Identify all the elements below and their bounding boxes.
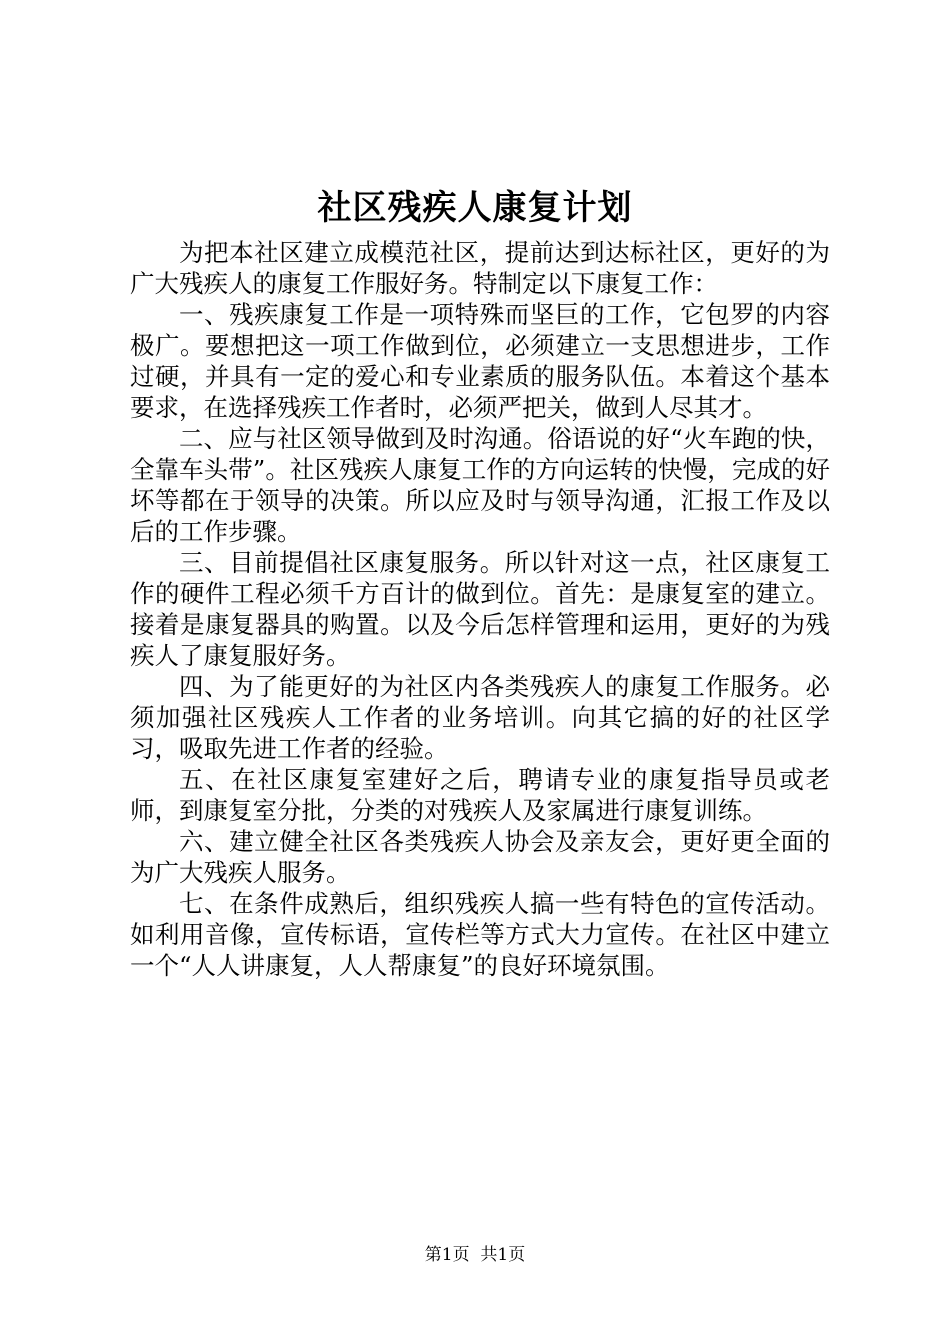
paragraph-item-2: 二、应与社区领导做到及时沟通。俗语说的好“火车跑的快，全靠车头带”。社区残疾人康复工作的方向运转的快慢，完成的好坏等都在于领导的决策。所以应及时与领导沟通，汇报工作及以后的工作步骤。 xyxy=(130,424,830,546)
paragraph-item-4: 四、为了能更好的为社区内各类残疾人的康复工作服务。必须加强社区残疾人工作者的业务培训。向其它搞的好的社区学习，吸取先进工作者的经验。 xyxy=(130,672,830,763)
document-title: 社区残疾人康复计划 xyxy=(317,188,633,228)
paragraph-intro: 为把本社区建立成模范社区，提前达到达标社区，更好的为广大残疾人的康复工作服好务。特制定以下康复工作： xyxy=(130,238,830,298)
document-body xyxy=(130,237,830,981)
paragraph-item-1: 一、残疾康复工作是一项特殊而坚巨的工作，它包罗的内容极广。要想把这一项工作做到位，必须建立一支思想进步，工作过硬，并具有一定的爱心和专业素质的服务队伍。本着这个基本要求，在选择残疾工作者时，必须严把关，做到人尽其才。 xyxy=(130,300,830,422)
page-number-footer: 第1页 共1页 xyxy=(424,1245,526,1265)
paragraph-item-3: 三、目前提倡社区康复服务。所以针对这一点，社区康复工作的硬件工程必须千方百计的做到位。首先：是康复室的建立。接着是康复器具的购置。以及今后怎样管理和运用，更好的为残疾人了康复服好务。 xyxy=(130,548,830,670)
paragraph-item-7: 七、在条件成熟后，组织残疾人搞一些有特色的宣传活动。如利用音像，宣传标语，宣传栏等方式大力宣传。在社区中建立一个“人人讲康复，人人帮康复”的良好环境氛围。 xyxy=(130,889,830,980)
paragraph-item-5: 五、在社区康复室建好之后，聘请专业的康复指导员或老师，到康复室分批，分类的对残疾人及家属进行康复训练。 xyxy=(130,765,830,825)
paragraph-item-6: 六、建立健全社区各类残疾人协会及亲友会，更好更全面的为广大残疾人服务。 xyxy=(130,827,830,887)
